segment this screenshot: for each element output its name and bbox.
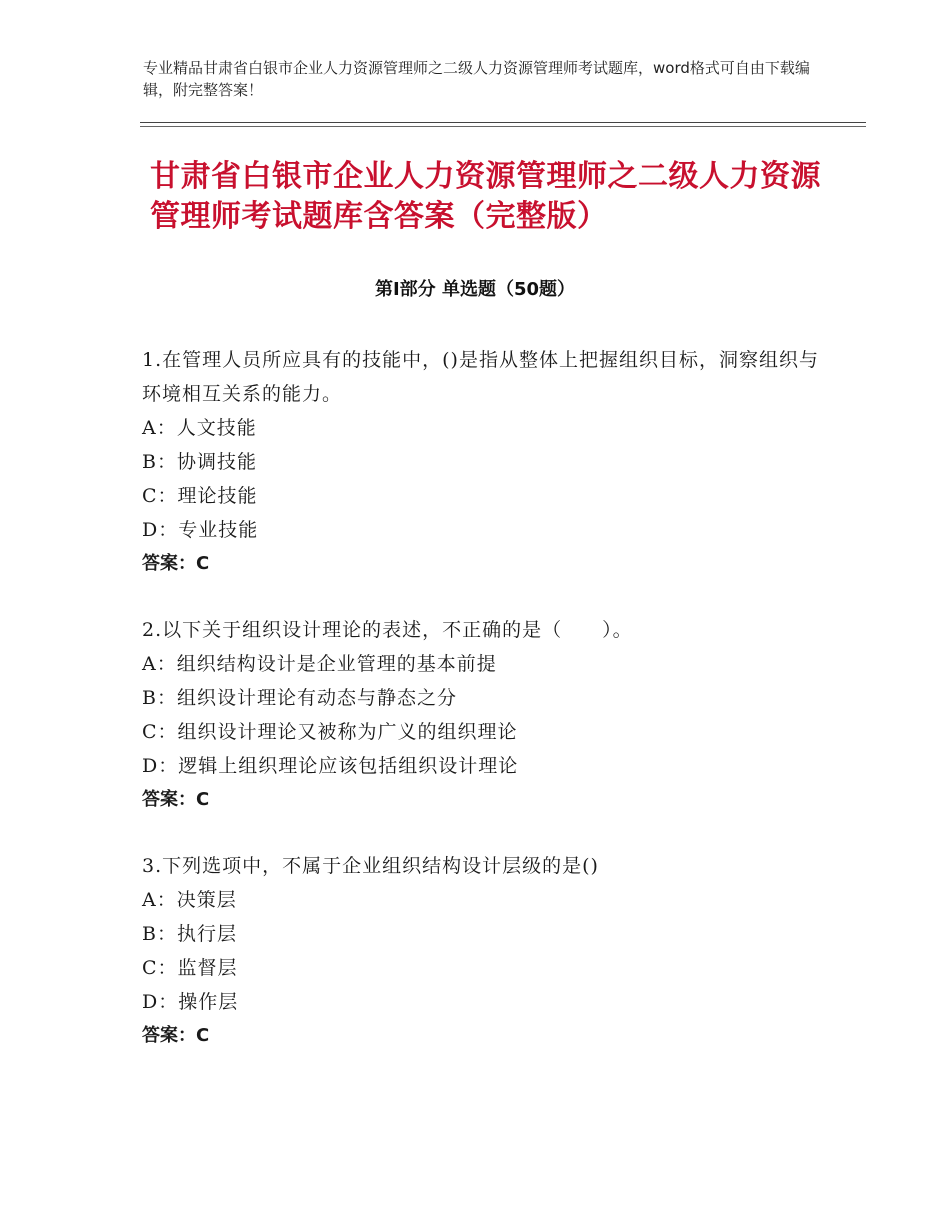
header-divider-secondary	[140, 126, 866, 127]
question-answer: 答案：C	[142, 1025, 210, 1046]
question-option-b: B：协调技能	[142, 451, 257, 473]
question-option-a: A：组织结构设计是企业管理的基本前提	[142, 653, 497, 675]
question-option-c: C：理论技能	[142, 485, 258, 507]
question-stem: 3.下列选项中，不属于企业组织结构设计层级的是()	[142, 855, 599, 877]
question-list	[142, 343, 822, 1085]
question-option-b: B：组织设计理论有动态与静态之分	[142, 687, 457, 709]
question-option-c: C：监督层	[142, 957, 238, 979]
header-note: 专业精品甘肃省白银市企业人力资源管理师之二级人力资源管理师考试题库，word格式可自由下载编辑，附完整答案！	[143, 59, 810, 99]
question-item	[142, 613, 822, 817]
document-title: 甘肃省白银市企业人力资源管理师之二级人力资源管理师考试题库含答案（完整版）	[150, 159, 821, 234]
question-stem: 1.在管理人员所应具有的技能中，()是指从整体上把握组织目标，洞察组织与环境相互关系的能力。	[142, 349, 819, 405]
section-title: 第Ⅰ部分 单选题（50题）	[374, 279, 575, 300]
question-option-d: D：逻辑上组织理论应该包括组织设计理论	[142, 755, 519, 777]
question-option-d: D：专业技能	[142, 519, 259, 541]
question-option-a: A：人文技能	[142, 417, 257, 439]
question-option-b: B：执行层	[142, 923, 237, 945]
question-item	[142, 849, 822, 1053]
question-option-d: D：操作层	[142, 991, 239, 1013]
question-answer: 答案：C	[142, 553, 210, 574]
header-divider	[140, 122, 866, 123]
question-item	[142, 343, 822, 581]
question-option-c: C：组织设计理论又被称为广义的组织理论	[142, 721, 518, 743]
question-stem: 2.以下关于组织设计理论的表述，不正确的是（ ）。	[142, 619, 633, 641]
question-option-a: A：决策层	[142, 889, 237, 911]
question-answer: 答案：C	[142, 789, 210, 810]
